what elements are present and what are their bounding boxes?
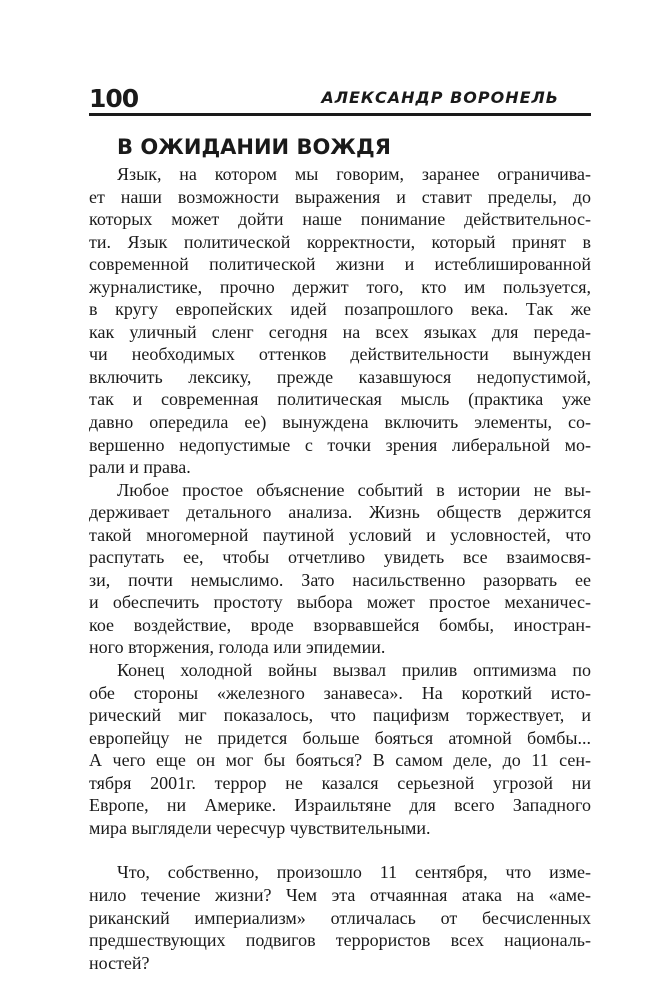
text-line: и обеспечить простоту выбора может простое механичес- xyxy=(89,592,591,613)
text-line: включить лексику, прежде казавшуюся недопустимой, xyxy=(89,366,591,387)
text-line: тября 2001г. террор не казался серьезной угрозой ни xyxy=(89,772,591,793)
text-line: Европе, ни Америке. Израильтяне для всего Западного xyxy=(89,795,591,816)
text-line: ного вторжения, голода или эпидемии. xyxy=(89,637,386,658)
text-line: как уличный сленг сегодня на всех языках для переда- xyxy=(89,321,591,342)
text-line: кое воздействие, вроде взорвавшейся бомбы, иностран- xyxy=(89,614,591,635)
running-title: АЛЕКСАНДР ВОРОНЕЛЬ xyxy=(321,88,559,107)
text-line: предшествующих подвигов террористов всех националь- xyxy=(89,930,591,951)
paragraph-2 xyxy=(89,479,591,659)
text-line: А чего еще он мог бы бояться? В самом деле, до 11 сен- xyxy=(89,750,591,771)
text-line: чи необходимых оттенков действительности вынужден xyxy=(89,344,591,365)
text-line: в кругу европейских идей позапрошлого века. Так же xyxy=(89,299,591,320)
text-line: ет наши возможности выражения и ставит пределы, до xyxy=(89,186,591,207)
text-line: Что, собственно, произошло 11 сентября, что изме- xyxy=(117,862,591,883)
text-line: которых может дойти наше понимание действительнос- xyxy=(89,209,591,230)
paragraph-3 xyxy=(89,659,591,839)
body-text xyxy=(89,163,591,974)
text-line: такой многомерной паутиной условий и условностей, что xyxy=(89,524,591,545)
text-line: зи, почти немыслимо. Зато насильственно разорвать ее xyxy=(89,569,591,590)
text-line: мира выглядели чересчур чувствительными. xyxy=(89,817,431,838)
text-line: Конец холодной войны вызвал прилив оптимизма по xyxy=(117,660,591,681)
paragraph-1 xyxy=(89,163,591,479)
text-line: нило течение жизни? Чем эта отчаянная атака на «аме- xyxy=(89,884,591,905)
text-line: распутать ее, чтобы отчетливо увидеть все взаимосвя- xyxy=(89,547,591,568)
text-line: ти. Язык политической корректности, который принят в xyxy=(89,231,591,252)
text-line: давно опередила ее) вынуждена включить элементы, со- xyxy=(89,412,591,433)
text-line: вершенно недопустимые с точки зрения либеральной мо- xyxy=(89,434,591,455)
text-line: европейцу не придется больше бояться атомной бомбы... xyxy=(89,727,591,748)
text-line: так и современная политическая мысль (практика уже xyxy=(89,389,591,410)
text-line: Язык, на котором мы говорим, заранее ограничива- xyxy=(117,164,591,184)
text-line: ностей? xyxy=(89,952,150,973)
chapter-title: В ОЖИДАНИИ ВОЖДЯ xyxy=(117,135,391,159)
text-line: Любое простое объяснение событий в истории не вы- xyxy=(117,479,591,500)
text-line: журналистике, прочно держит того, кто им пользуется, xyxy=(89,276,591,297)
text-line: обе стороны «железного занавеса». На короткий исто- xyxy=(89,682,591,703)
text-line: рали и права. xyxy=(89,457,191,478)
text-line: риканский империализм» отличалась от бесчисленных xyxy=(89,907,591,928)
page-number: 100 xyxy=(89,84,139,113)
paragraph-4 xyxy=(89,861,591,974)
header-rule xyxy=(89,113,591,116)
text-line: современной политической жизни и истеблишированной xyxy=(89,254,591,275)
section-gap xyxy=(89,839,591,861)
text-line: рический миг показалось, что пацифизм торжествует, и xyxy=(89,705,591,726)
running-header xyxy=(89,84,591,114)
text-line: держивает детального анализа. Жизнь обществ держится xyxy=(89,502,591,523)
